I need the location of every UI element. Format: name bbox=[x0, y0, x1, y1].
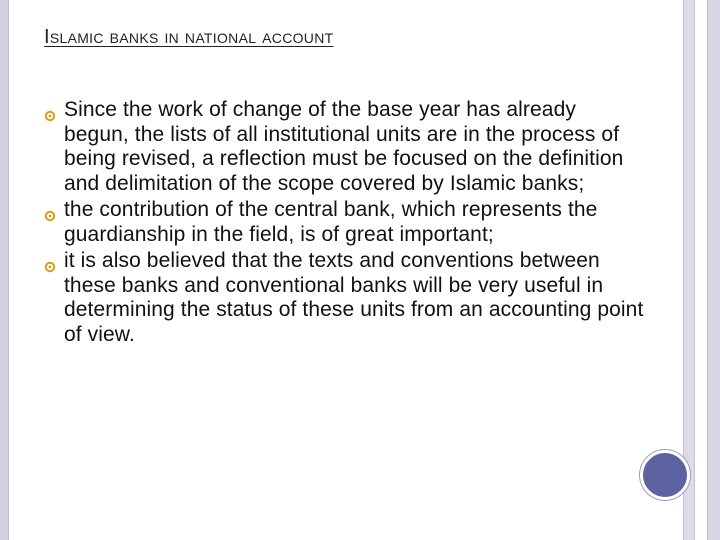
gear-bullet-icon bbox=[44, 204, 56, 216]
slide-title bbox=[44, 26, 333, 49]
decorative-circle bbox=[640, 450, 690, 500]
right-frame-outer-border bbox=[707, 0, 720, 540]
bullet-item bbox=[44, 249, 644, 347]
gear-bullet-icon bbox=[44, 255, 56, 267]
gear-bullet-icon bbox=[44, 104, 56, 116]
title-text: Islamic banks in national account bbox=[44, 26, 334, 48]
bullet-text: it is also believed that the texts and conventions between these banks and conventional banks will be very useful in determining the status of these units from an accounting point of view. bbox=[64, 249, 644, 346]
bullet-text: Since the work of change of the base year has already begun, the lists of all institutional units are in the process of being revised, a reflection must be focused on the definition and delimitation of the scope covered by Islamic banks; bbox=[64, 98, 624, 195]
bullet-text: the contribution of the central bank, which represents the guardianship in the field, is of great important; bbox=[64, 198, 598, 246]
bullet-item bbox=[44, 198, 644, 247]
bullet-list bbox=[44, 98, 644, 347]
left-frame-border bbox=[0, 0, 9, 540]
bullet-item bbox=[44, 98, 644, 196]
